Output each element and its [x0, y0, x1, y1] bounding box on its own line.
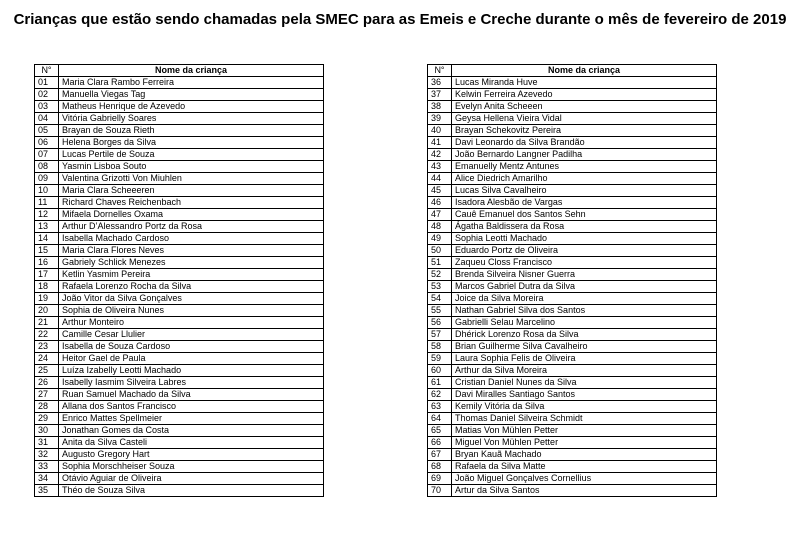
- table-row: [35, 305, 324, 317]
- table-row: [428, 473, 717, 485]
- table-row: [35, 125, 324, 137]
- table-header-row: [428, 65, 717, 77]
- child-name: Maria Clara Rambo Ferreira: [59, 77, 324, 89]
- row-number: 47: [428, 209, 452, 221]
- row-number: 60: [428, 365, 452, 377]
- table-row: [35, 173, 324, 185]
- table-row: [35, 269, 324, 281]
- table-row: [428, 101, 717, 113]
- row-number: 17: [35, 269, 59, 281]
- row-number: 43: [428, 161, 452, 173]
- row-number: 18: [35, 281, 59, 293]
- child-name: Jonathan Gomes da Costa: [59, 425, 324, 437]
- row-number: 51: [428, 257, 452, 269]
- child-name: Valentina Grizotti Von Miuhlen: [59, 173, 324, 185]
- child-name: Arthur Monteiro: [59, 317, 324, 329]
- child-name: Zaqueu Closs Francisco: [452, 257, 717, 269]
- row-number: 10: [35, 185, 59, 197]
- table-row: [428, 425, 717, 437]
- table-row: [35, 221, 324, 233]
- row-number: 68: [428, 461, 452, 473]
- child-name: Alice Diedrich Amarilho: [452, 173, 717, 185]
- table-header-row: [35, 65, 324, 77]
- row-number: 29: [35, 413, 59, 425]
- child-name: Matias Von Mühlen Petter: [452, 425, 717, 437]
- child-name: Otávio Aguiar de Oliveira: [59, 473, 324, 485]
- table-row: [35, 257, 324, 269]
- table-row: [428, 485, 717, 497]
- child-name: Sophia Leotti Machado: [452, 233, 717, 245]
- child-name: Laura Sophia Felis de Oliveira: [452, 353, 717, 365]
- table-row: [428, 449, 717, 461]
- child-name: Heitor Gael de Paula: [59, 353, 324, 365]
- child-name: Théo de Souza Silva: [59, 485, 324, 497]
- child-name: Maria Clara Flores Neves: [59, 245, 324, 257]
- row-number: 64: [428, 413, 452, 425]
- row-number: 25: [35, 365, 59, 377]
- child-name: Evelyn Anita Scheeen: [452, 101, 717, 113]
- children-table-left-body: [35, 77, 324, 497]
- child-name: Yasmin Lisboa Souto: [59, 161, 324, 173]
- row-number: 44: [428, 173, 452, 185]
- table-row: [35, 185, 324, 197]
- row-number: 54: [428, 293, 452, 305]
- table-row: [35, 77, 324, 89]
- row-number: 62: [428, 389, 452, 401]
- children-table-left: [34, 64, 324, 497]
- child-name: Arthur D’Alessandro Portz da Rosa: [59, 221, 324, 233]
- child-name: João Vitor da Silva Gonçalves: [59, 293, 324, 305]
- row-number: 24: [35, 353, 59, 365]
- row-number: 38: [428, 101, 452, 113]
- table-row: [428, 113, 717, 125]
- child-name: Sophia Morschheiser Souza: [59, 461, 324, 473]
- row-number: 13: [35, 221, 59, 233]
- child-name: Brian Guilherme Silva Cavalheiro: [452, 341, 717, 353]
- table-row: [428, 161, 717, 173]
- child-name: Matheus Henrique de Azevedo: [59, 101, 324, 113]
- table-row: [428, 329, 717, 341]
- table-row: [428, 257, 717, 269]
- row-number: 53: [428, 281, 452, 293]
- table-row: [35, 317, 324, 329]
- row-number: 20: [35, 305, 59, 317]
- child-name: Arthur da Silva Moreira: [452, 365, 717, 377]
- row-number: 12: [35, 209, 59, 221]
- child-name: Richard Chaves Reichenbach: [59, 197, 324, 209]
- table-row: [428, 209, 717, 221]
- child-name: Marcos Gabriel Dutra da Silva: [452, 281, 717, 293]
- child-name: Brayan de Souza Rieth: [59, 125, 324, 137]
- child-name: Gabrielli Selau Marcelino: [452, 317, 717, 329]
- table-row: [35, 437, 324, 449]
- child-name: João Bernardo Langner Padilha: [452, 149, 717, 161]
- children-table-right: [427, 64, 717, 497]
- child-name: Helena Borges da Silva: [59, 137, 324, 149]
- child-name: Ruan Samuel Machado da Silva: [59, 389, 324, 401]
- child-name: Joice da Silva Moreira: [452, 293, 717, 305]
- table-row: [35, 245, 324, 257]
- child-name: Kelwin Ferreira Azevedo: [452, 89, 717, 101]
- child-name: Luíza Izabelly Leotti Machado: [59, 365, 324, 377]
- row-number: 59: [428, 353, 452, 365]
- row-number: 26: [35, 377, 59, 389]
- child-name: Gabriely Schlick Menezes: [59, 257, 324, 269]
- table-row: [428, 137, 717, 149]
- child-name: Artur da Silva Santos: [452, 485, 717, 497]
- table-row: [35, 149, 324, 161]
- table-row: [35, 413, 324, 425]
- table-row: [35, 281, 324, 293]
- table-row: [428, 77, 717, 89]
- row-number: 49: [428, 233, 452, 245]
- name-column-header: Nome da criança: [452, 65, 717, 77]
- table-row: [35, 461, 324, 473]
- row-number: 32: [35, 449, 59, 461]
- row-number: 41: [428, 137, 452, 149]
- table-row: [428, 461, 717, 473]
- row-number: 48: [428, 221, 452, 233]
- child-name: Bryan Kauã Machado: [452, 449, 717, 461]
- table-row: [35, 353, 324, 365]
- table-row: [35, 113, 324, 125]
- child-name: Miguel Von Mühlen Petter: [452, 437, 717, 449]
- table-row: [35, 161, 324, 173]
- child-name: Emanuelly Mentz Antunes: [452, 161, 717, 173]
- row-number: 15: [35, 245, 59, 257]
- child-name: João Miguel Gonçalves Cornellius: [452, 473, 717, 485]
- table-row: [428, 221, 717, 233]
- children-table-right-body: [428, 77, 717, 497]
- child-name: Geysa Hellena Vieira Vidal: [452, 113, 717, 125]
- table-row: [428, 173, 717, 185]
- table-row: [35, 341, 324, 353]
- child-name: Cristian Daniel Nunes da Silva: [452, 377, 717, 389]
- table-row: [35, 425, 324, 437]
- row-number: 36: [428, 77, 452, 89]
- row-number: 65: [428, 425, 452, 437]
- row-number: 16: [35, 257, 59, 269]
- table-row: [35, 233, 324, 245]
- child-name: Isadora Alesbão de Vargas: [452, 197, 717, 209]
- row-number: 09: [35, 173, 59, 185]
- row-number: 66: [428, 437, 452, 449]
- child-name: Lucas Pertile de Souza: [59, 149, 324, 161]
- child-name: Isabella Machado Cardoso: [59, 233, 324, 245]
- row-number: 23: [35, 341, 59, 353]
- child-name: Cauê Emanuel dos Santos Sehn: [452, 209, 717, 221]
- table-row: [428, 365, 717, 377]
- child-name: Manuella Viegas Tag: [59, 89, 324, 101]
- child-name: Eduardo Portz de Oliveira: [452, 245, 717, 257]
- table-row: [35, 449, 324, 461]
- table-row: [428, 437, 717, 449]
- child-name: Sophia de Oliveira Nunes: [59, 305, 324, 317]
- row-number: 58: [428, 341, 452, 353]
- table-row: [428, 185, 717, 197]
- child-name: Augusto Gregory Hart: [59, 449, 324, 461]
- child-name: Isabelly Iasmim Silveira Labres: [59, 377, 324, 389]
- table-row: [35, 401, 324, 413]
- table-row: [35, 389, 324, 401]
- child-name: Camille Cesar Llulier: [59, 329, 324, 341]
- child-name: Dhérick Lorenzo Rosa da Silva: [452, 329, 717, 341]
- table-row: [428, 413, 717, 425]
- child-name: Lucas Miranda Huve: [452, 77, 717, 89]
- table-row: [35, 293, 324, 305]
- table-row: [428, 149, 717, 161]
- row-number: 69: [428, 473, 452, 485]
- table-row: [428, 377, 717, 389]
- child-name: Isabella de Souza Cardoso: [59, 341, 324, 353]
- row-number: 34: [35, 473, 59, 485]
- row-number: 67: [428, 449, 452, 461]
- row-number: 63: [428, 401, 452, 413]
- row-number: 19: [35, 293, 59, 305]
- number-column-header: N°: [35, 65, 59, 77]
- row-number: 28: [35, 401, 59, 413]
- row-number: 35: [35, 485, 59, 497]
- table-row: [428, 245, 717, 257]
- row-number: 52: [428, 269, 452, 281]
- row-number: 30: [35, 425, 59, 437]
- row-number: 31: [35, 437, 59, 449]
- table-row: [35, 101, 324, 113]
- row-number: 22: [35, 329, 59, 341]
- table-row: [428, 197, 717, 209]
- row-number: 06: [35, 137, 59, 149]
- row-number: 42: [428, 149, 452, 161]
- child-name: Mifaela Dornelles Oxama: [59, 209, 324, 221]
- child-name: Davi Leonardo da Silva Brandão: [452, 137, 717, 149]
- child-name: Brayan Schekovitz Pereira: [452, 125, 717, 137]
- table-row: [428, 269, 717, 281]
- row-number: 45: [428, 185, 452, 197]
- row-number: 07: [35, 149, 59, 161]
- child-name: Rafaela da Silva Matte: [452, 461, 717, 473]
- row-number: 02: [35, 89, 59, 101]
- table-row: [35, 377, 324, 389]
- row-number: 56: [428, 317, 452, 329]
- table-row: [428, 305, 717, 317]
- table-row: [428, 353, 717, 365]
- row-number: 27: [35, 389, 59, 401]
- row-number: 50: [428, 245, 452, 257]
- row-number: 21: [35, 317, 59, 329]
- table-row: [35, 329, 324, 341]
- table-row: [35, 485, 324, 497]
- table-row: [428, 401, 717, 413]
- row-number: 08: [35, 161, 59, 173]
- table-row: [35, 209, 324, 221]
- table-row: [35, 473, 324, 485]
- row-number: 55: [428, 305, 452, 317]
- row-number: 04: [35, 113, 59, 125]
- row-number: 33: [35, 461, 59, 473]
- table-row: [428, 293, 717, 305]
- child-name: Allana dos Santos Francisco: [59, 401, 324, 413]
- table-row: [428, 341, 717, 353]
- table-row: [428, 125, 717, 137]
- child-name: Kemily Vitória da Silva: [452, 401, 717, 413]
- page-title: Crianças que estão sendo chamadas pela SMEC para as Emeis e Creche durante o mês de fevereiro de 2019: [13, 11, 787, 28]
- table-row: [35, 197, 324, 209]
- row-number: 61: [428, 377, 452, 389]
- name-column-header: Nome da criança: [59, 65, 324, 77]
- child-name: Enrico Mattes Spellmeier: [59, 413, 324, 425]
- row-number: 57: [428, 329, 452, 341]
- row-number: 70: [428, 485, 452, 497]
- row-number: 39: [428, 113, 452, 125]
- child-name: Lucas Silva Cavalheiro: [452, 185, 717, 197]
- child-name: Ágatha Baldissera da Rosa: [452, 221, 717, 233]
- row-number: 14: [35, 233, 59, 245]
- number-column-header: N°: [428, 65, 452, 77]
- child-name: Rafaela Lorenzo Rocha da Silva: [59, 281, 324, 293]
- child-name: Brenda Silveira Nisner Guerra: [452, 269, 717, 281]
- row-number: 05: [35, 125, 59, 137]
- row-number: 46: [428, 197, 452, 209]
- row-number: 11: [35, 197, 59, 209]
- table-row: [35, 137, 324, 149]
- table-row: [428, 233, 717, 245]
- child-name: Vitória Gabrielly Soares: [59, 113, 324, 125]
- table-row: [428, 389, 717, 401]
- row-number: 37: [428, 89, 452, 101]
- child-name: Nathan Gabriel Silva dos Santos: [452, 305, 717, 317]
- table-row: [35, 89, 324, 101]
- row-number: 01: [35, 77, 59, 89]
- row-number: 03: [35, 101, 59, 113]
- table-row: [428, 89, 717, 101]
- child-name: Maria Clara Scheeeren: [59, 185, 324, 197]
- row-number: 40: [428, 125, 452, 137]
- table-row: [35, 365, 324, 377]
- table-row: [428, 317, 717, 329]
- table-row: [428, 281, 717, 293]
- child-name: Anita da Silva Casteli: [59, 437, 324, 449]
- child-name: Thomas Daniel Silveira Schmidt: [452, 413, 717, 425]
- child-name: Ketlin Yasmim Pereira: [59, 269, 324, 281]
- child-name: Davi Miralles Santiago Santos: [452, 389, 717, 401]
